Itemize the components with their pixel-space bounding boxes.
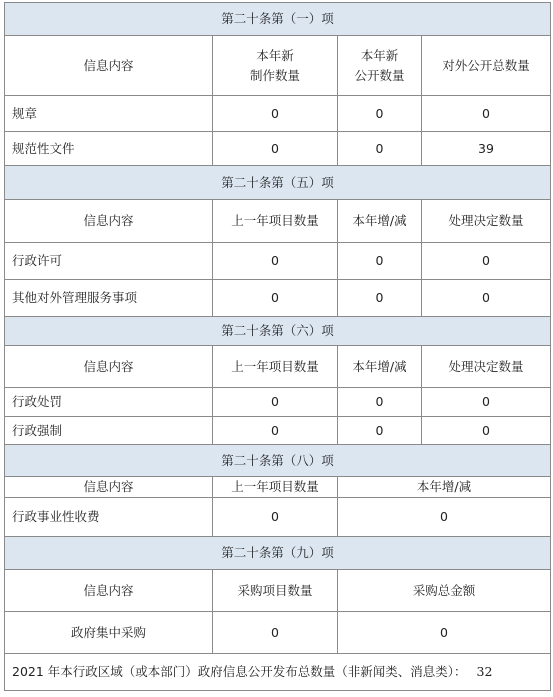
row-label: 政府集中采购 [5, 612, 213, 654]
table-cell: 0 [213, 498, 338, 537]
section-header-row [5, 445, 551, 477]
row-label: 其他对外管理服务事项 [5, 280, 213, 317]
footer-total: 32 [476, 664, 493, 679]
column-header: 上一年项目数量 [213, 346, 338, 388]
section-header-row [5, 537, 551, 570]
row-label: 行政事业性收费 [5, 498, 213, 537]
column-header: 采购项目数量 [213, 570, 338, 612]
table-cell: 0 [338, 96, 422, 132]
footer-cell [5, 654, 551, 691]
table-cell: 0 [422, 280, 551, 317]
table-row [5, 96, 551, 132]
table-cell: 0 [338, 498, 551, 537]
column-header: 处理决定数量 [422, 346, 551, 388]
table-cell: 0 [213, 132, 338, 166]
table-row [5, 417, 551, 445]
table-row [5, 388, 551, 417]
table-cell: 0 [213, 243, 338, 280]
column-header-line: 本年新 制作数量 [249, 47, 300, 83]
column-header: 对外公开总数量 [422, 36, 551, 96]
info-disclosure-table-wrapper [4, 2, 550, 691]
table-cell: 0 [338, 388, 422, 417]
section-title: 第二十条第（八）项 [5, 445, 551, 477]
table-cell: 0 [213, 96, 338, 132]
table-cell: 0 [338, 612, 551, 654]
table-cell: 0 [422, 243, 551, 280]
row-label: 行政处罚 [5, 388, 213, 417]
column-header: 本年增/减 [338, 477, 551, 498]
section-header-row [5, 166, 551, 200]
row-label: 行政强制 [5, 417, 213, 445]
table-cell: 0 [213, 417, 338, 445]
row-label: 行政许可 [5, 243, 213, 280]
column-header: 信息内容 [5, 477, 213, 498]
row-label: 规章 [5, 96, 213, 132]
table-cell: 0 [338, 417, 422, 445]
column-header: 上一年项目数量 [213, 200, 338, 243]
table-cell: 0 [338, 243, 422, 280]
table-row [5, 612, 551, 654]
table-row [5, 498, 551, 537]
table-cell: 0 [338, 280, 422, 317]
section-title: 第二十条第（五）项 [5, 166, 551, 200]
table-cell: 0 [213, 612, 338, 654]
column-header-row [5, 36, 551, 96]
column-header-row [5, 200, 551, 243]
column-header: 本年增/减 [338, 200, 422, 243]
column-header: 信息内容 [5, 200, 213, 243]
column-header-line: 本年新 公开数量 [354, 47, 405, 83]
column-header: 上一年项目数量 [213, 477, 338, 498]
table-cell: 39 [422, 132, 551, 166]
table-cell: 0 [338, 132, 422, 166]
column-header: 本年增/减 [338, 346, 422, 388]
column-header: 信息内容 [5, 570, 213, 612]
column-header [338, 36, 422, 96]
table-cell: 0 [213, 388, 338, 417]
table-row [5, 243, 551, 280]
column-header: 信息内容 [5, 36, 213, 96]
section-header-row [5, 3, 551, 36]
column-header [213, 36, 338, 96]
column-header-row [5, 346, 551, 388]
table-cell: 0 [422, 96, 551, 132]
footer-row [5, 654, 551, 691]
table-row [5, 280, 551, 317]
table-cell: 0 [422, 388, 551, 417]
table-row [5, 132, 551, 166]
table-cell: 0 [422, 417, 551, 445]
footer-text: 2021 年本行政区域（或本部门）政府信息公开发布总数量（非新闻类、消息类）： [12, 664, 467, 679]
column-header: 采购总金额 [338, 570, 551, 612]
column-header-row [5, 570, 551, 612]
section-title: 第二十条第（九）项 [5, 537, 551, 570]
column-header: 信息内容 [5, 346, 213, 388]
section-title: 第二十条第（一）项 [5, 3, 551, 36]
column-header-row [5, 477, 551, 498]
column-header: 处理决定数量 [422, 200, 551, 243]
table-cell: 0 [213, 280, 338, 317]
row-label: 规范性文件 [5, 132, 213, 166]
section-title: 第二十条第（六）项 [5, 317, 551, 346]
info-disclosure-table [4, 2, 551, 691]
section-header-row [5, 317, 551, 346]
